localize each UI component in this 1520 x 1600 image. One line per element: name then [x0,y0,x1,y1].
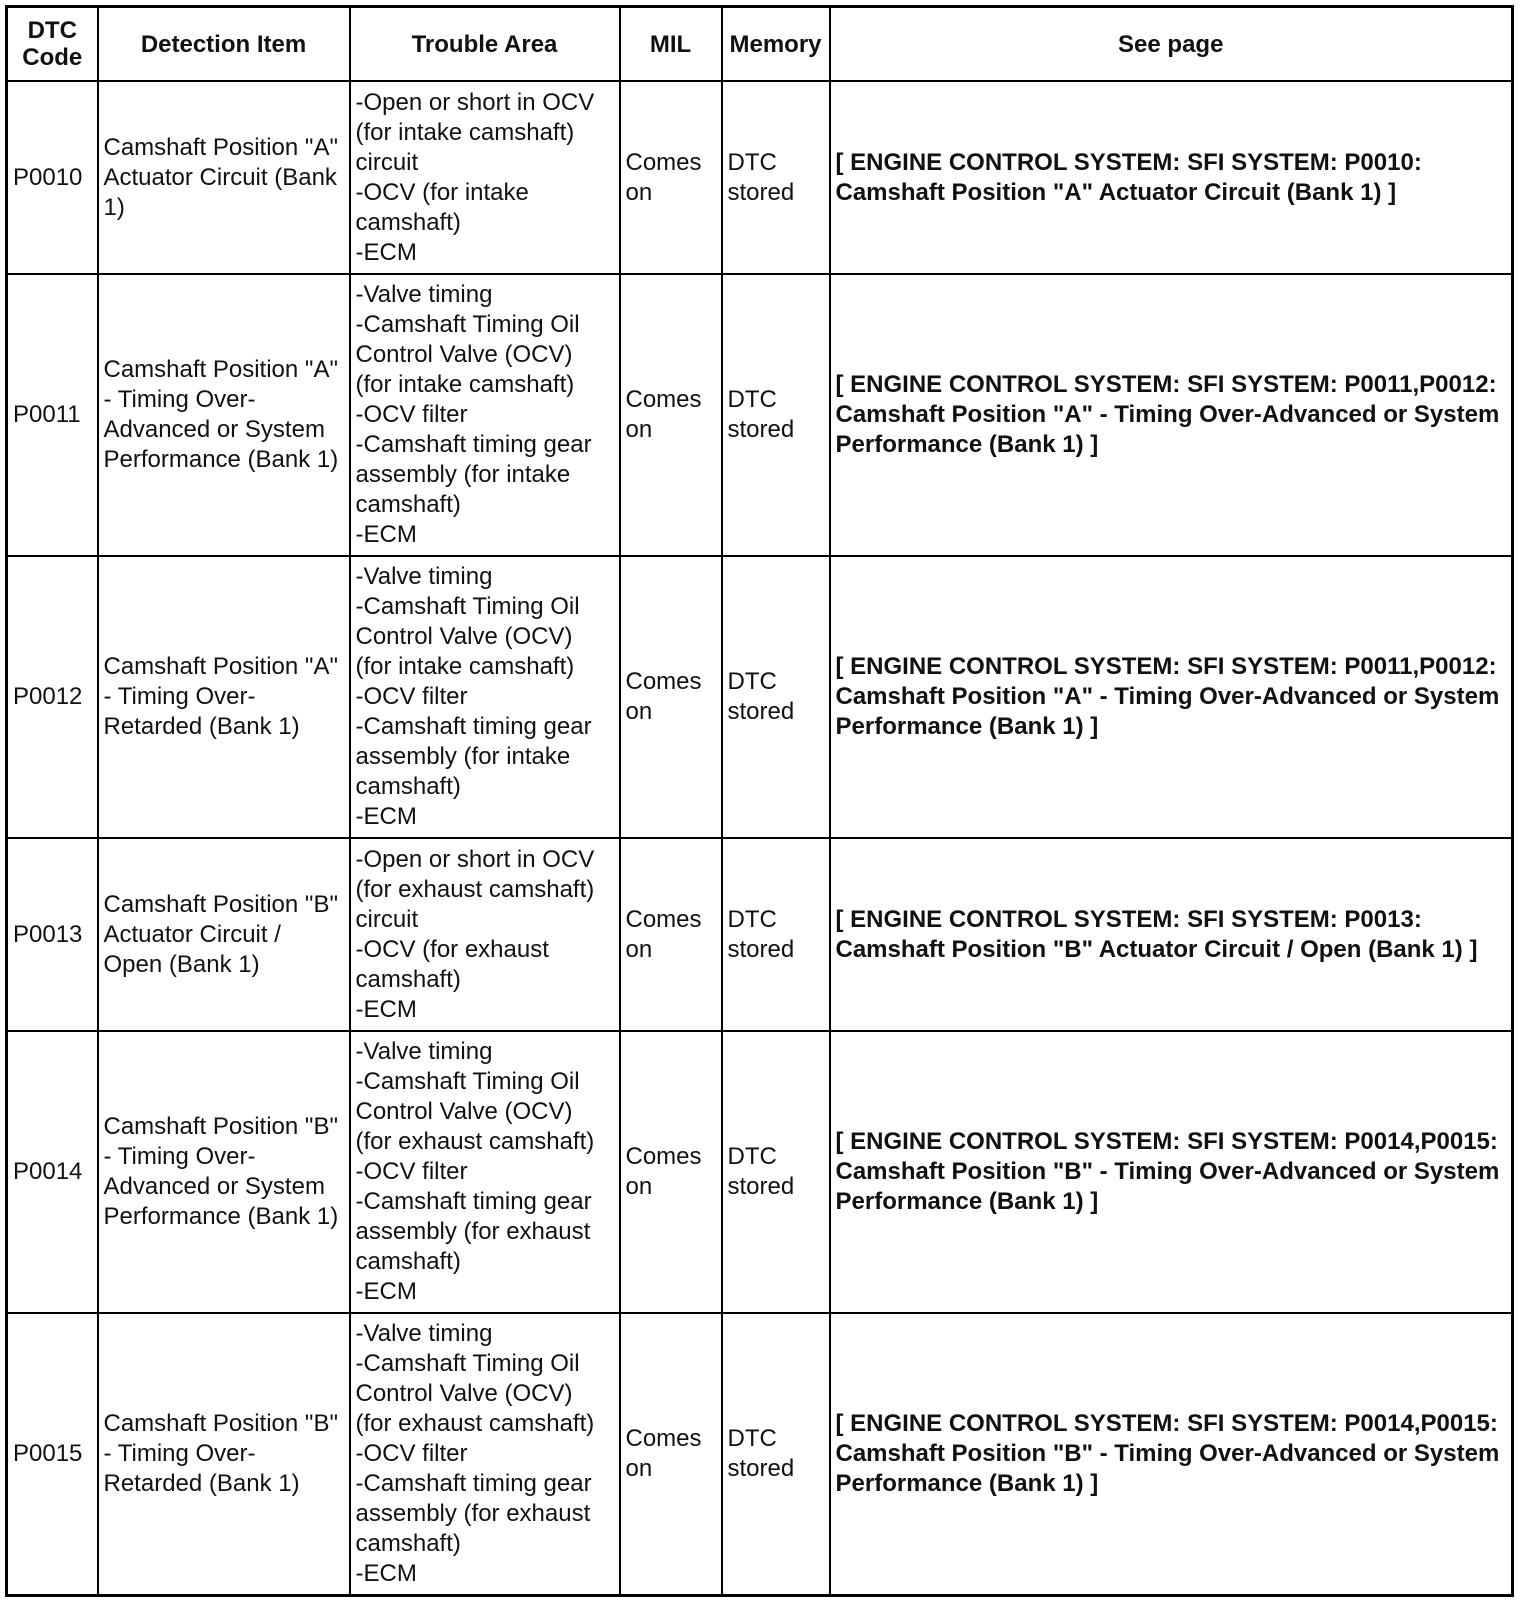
mil-cell: Comes on [620,838,722,1031]
header-memory: Memory [722,7,830,82]
see-page-link[interactable]: [ ENGINE CONTROL SYSTEM: SFI SYSTEM: P0010: Camshaft Position "A" Actuator Circuit (Bank 1) ] [830,81,1513,274]
dtc-code-cell: P0014 [7,1031,98,1313]
memory-cell: DTC stored [722,274,830,556]
header-row [7,7,1513,82]
see-page-link[interactable]: [ ENGINE CONTROL SYSTEM: SFI SYSTEM: P0011,P0012: Camshaft Position "A" - Timing Over-Advanced or System Performance (Bank 1) ] [830,556,1513,838]
table-row [7,838,1513,1031]
table-row [7,1313,1513,1596]
table-row [7,1031,1513,1313]
detection-item-cell: Camshaft Position "A" - Timing Over-Retarded (Bank 1) [98,556,350,838]
see-page-link[interactable]: [ ENGINE CONTROL SYSTEM: SFI SYSTEM: P0014,P0015: Camshaft Position "B" - Timing Over-Advanced or System Performance (Bank 1) ] [830,1031,1513,1313]
dtc-code-cell: P0013 [7,838,98,1031]
mil-cell: Comes on [620,1313,722,1596]
detection-item-cell: Camshaft Position "A" Actuator Circuit (Bank 1) [98,81,350,274]
memory-cell: DTC stored [722,1313,830,1596]
memory-cell: DTC stored [722,1031,830,1313]
detection-item-cell: Camshaft Position "B" - Timing Over-Advanced or System Performance (Bank 1) [98,1031,350,1313]
trouble-area-cell: -Open or short in OCV (for intake camshaft) circuit -OCV (for intake camshaft) -ECM [350,81,620,274]
mil-cell: Comes on [620,556,722,838]
table-body [7,81,1513,1596]
mil-cell: Comes on [620,81,722,274]
table-header [7,7,1513,82]
detection-item-cell: Camshaft Position "A" - Timing Over-Advanced or System Performance (Bank 1) [98,274,350,556]
trouble-area-cell: -Valve timing -Camshaft Timing Oil Control Valve (OCV) (for intake camshaft) -OCV filter -Camshaft timing gear assembly (for intake camshaft) -ECM [350,556,620,838]
see-page-link[interactable]: [ ENGINE CONTROL SYSTEM: SFI SYSTEM: P0014,P0015: Camshaft Position "B" - Timing Over-Advanced or System Performance (Bank 1) ] [830,1313,1513,1596]
trouble-area-cell: -Valve timing -Camshaft Timing Oil Control Valve (OCV) (for exhaust camshaft) -OCV filter -Camshaft timing gear assembly (for exhaust camshaft) -ECM [350,1313,620,1596]
table-row [7,556,1513,838]
mil-cell: Comes on [620,274,722,556]
dtc-code-cell: P0012 [7,556,98,838]
header-trouble-area: Trouble Area [350,7,620,82]
dtc-code-cell: P0015 [7,1313,98,1596]
dtc-table [5,5,1514,1597]
header-see-page: See page [830,7,1513,82]
trouble-area-cell: -Open or short in OCV (for exhaust camshaft) circuit -OCV (for exhaust camshaft) -ECM [350,838,620,1031]
header-dtc-code: DTC Code [7,7,98,82]
header-detection-item: Detection Item [98,7,350,82]
table-row [7,81,1513,274]
see-page-link[interactable]: [ ENGINE CONTROL SYSTEM: SFI SYSTEM: P0013: Camshaft Position "B" Actuator Circuit / Open (Bank 1) ] [830,838,1513,1031]
detection-item-cell: Camshaft Position "B" Actuator Circuit / Open (Bank 1) [98,838,350,1031]
header-mil: MIL [620,7,722,82]
table-row [7,274,1513,556]
memory-cell: DTC stored [722,81,830,274]
memory-cell: DTC stored [722,556,830,838]
detection-item-cell: Camshaft Position "B" - Timing Over-Retarded (Bank 1) [98,1313,350,1596]
see-page-link[interactable]: [ ENGINE CONTROL SYSTEM: SFI SYSTEM: P0011,P0012: Camshaft Position "A" - Timing Over-Advanced or System Performance (Bank 1) ] [830,274,1513,556]
dtc-code-cell: P0011 [7,274,98,556]
dtc-code-cell: P0010 [7,81,98,274]
mil-cell: Comes on [620,1031,722,1313]
trouble-area-cell: -Valve timing -Camshaft Timing Oil Control Valve (OCV) (for intake camshaft) -OCV filter -Camshaft timing gear assembly (for intake camshaft) -ECM [350,274,620,556]
memory-cell: DTC stored [722,838,830,1031]
trouble-area-cell: -Valve timing -Camshaft Timing Oil Control Valve (OCV) (for exhaust camshaft) -OCV filter -Camshaft timing gear assembly (for exhaust camshaft) -ECM [350,1031,620,1313]
